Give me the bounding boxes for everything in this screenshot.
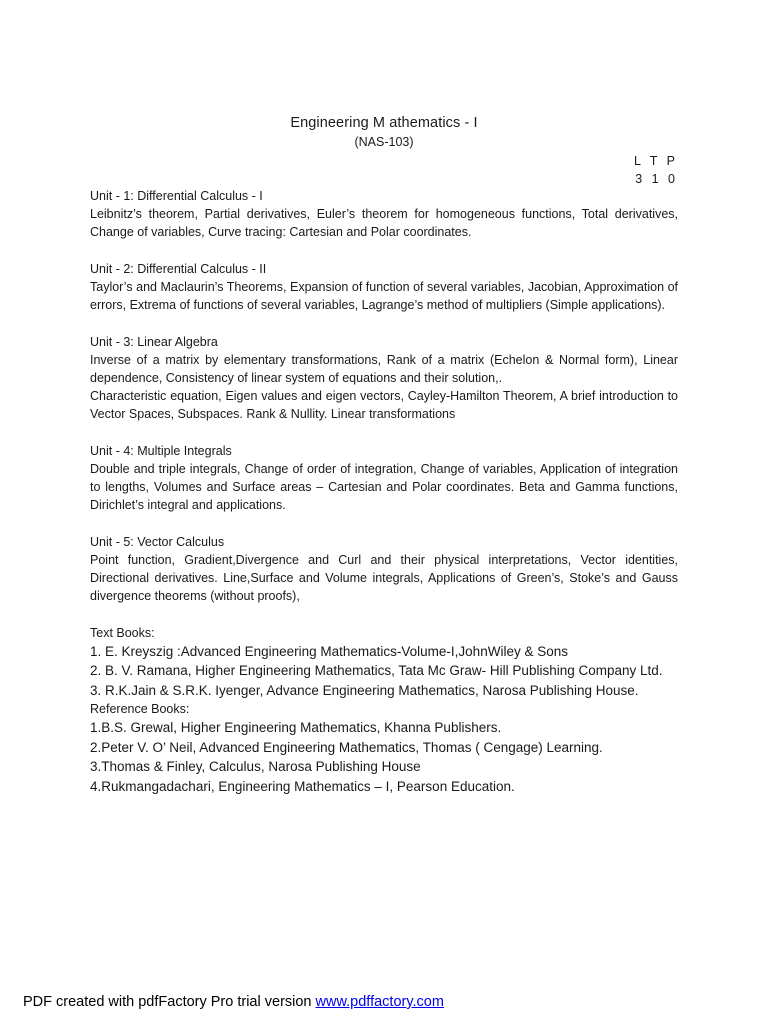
text-book-item: 3. R.K.Jain & S.R.K. Iyenger, Advance Engineering Mathematics, Narosa Publishing House. [90, 682, 639, 698]
unit-description: Double and triple integrals, Change of order of integration, Change of variables, Application of integration to lengths, Volumes and Surface areas – Cartesian and Polar coordinates. Beta and Gamma functions, Dirichlet’s integral and applications. [90, 462, 678, 513]
reference-book-item: 4.Rukmangadachari, Engineering Mathematics – I, Pearson Education. [90, 778, 515, 794]
reference-book-item: 1.B.S. Grewal, Higher Engineering Mathematics, Khanna Publishers. [90, 720, 502, 736]
unit-heading: Unit - 3: Linear Algebra [90, 334, 218, 349]
pdf-footer [23, 994, 444, 1010]
unit-4 [90, 442, 678, 515]
unit-description: Leibnitz’s theorem, Partial derivatives, Euler’s theorem for homogeneous functions, Total derivatives, Change of variables, Curve tracing: Cartesian and Polar coordinates. [90, 207, 678, 240]
footer-text: PDF created with pdfFactory Pro trial version [23, 994, 316, 1010]
unit-1 [90, 187, 678, 242]
ltp-block [634, 152, 678, 188]
reference-book-item: 3.Thomas & Finley, Calculus, Narosa Publishing House [90, 759, 421, 775]
ltp-label: L T P [634, 154, 678, 168]
unit-heading: Unit - 1: Differential Calculus - I [90, 189, 263, 203]
course-code: (NAS-103) [354, 135, 414, 149]
unit-description: Point function, Gradient,Divergence and Curl and their physical interpretations, Vector identities, Directional derivatives. Line,Surface and Volume integrals, Applications of Green’s, Stoke’s and Gauss divergence theorems (without proofs), [90, 553, 678, 604]
books-section [90, 624, 678, 797]
unit-description: Taylor’s and Maclaurin’s Theorems, Expansion of function of several variables, Jacobian, Approximation of errors, Extrema of functions of several variables, Lagrange’s method of multipliers (Simple applications). [90, 280, 678, 313]
unit-5 [90, 533, 678, 606]
unit-2 [90, 260, 678, 315]
unit-heading: Unit - 2: Differential Calculus - II [90, 261, 267, 276]
syllabus-content [90, 187, 678, 796]
unit-description: Inverse of a matrix by elementary transformations, Rank of a matrix (Echelon & Normal form), Linear dependence, Consistency of linear system of equations and their solution,. [90, 352, 678, 385]
unit-heading: Unit - 4: Multiple Integrals [90, 443, 232, 458]
reference-book-item: 2.Peter V. O’ Neil, Advanced Engineering Mathematics, Thomas ( Cengage) Learning. [90, 739, 603, 755]
unit-3 [90, 333, 678, 424]
text-books-heading: Text Books: [90, 625, 155, 640]
ltp-values: 3 1 0 [635, 172, 678, 186]
reference-books-heading: Reference Books: [90, 702, 190, 717]
document-title: Engineering M athematics - I [290, 115, 478, 131]
text-book-item: 1. E. Kreyszig :Advanced Engineering Mathematics-Volume-I,JohnWiley & Sons [90, 643, 568, 659]
unit-description: Characteristic equation, Eigen values and eigen vectors, Cayley-Hamilton Theorem, A brief introduction to Vector Spaces, Subspaces. Rank & Nullity. Linear transformations [90, 389, 678, 422]
text-book-item: 2. B. V. Ramana, Higher Engineering Mathematics, Tata Mc Graw- Hill Publishing Company Ltd. [90, 663, 663, 679]
footer-link[interactable]: www.pdffactory.com [315, 994, 444, 1010]
unit-heading: Unit - 5: Vector Calculus [90, 534, 225, 549]
